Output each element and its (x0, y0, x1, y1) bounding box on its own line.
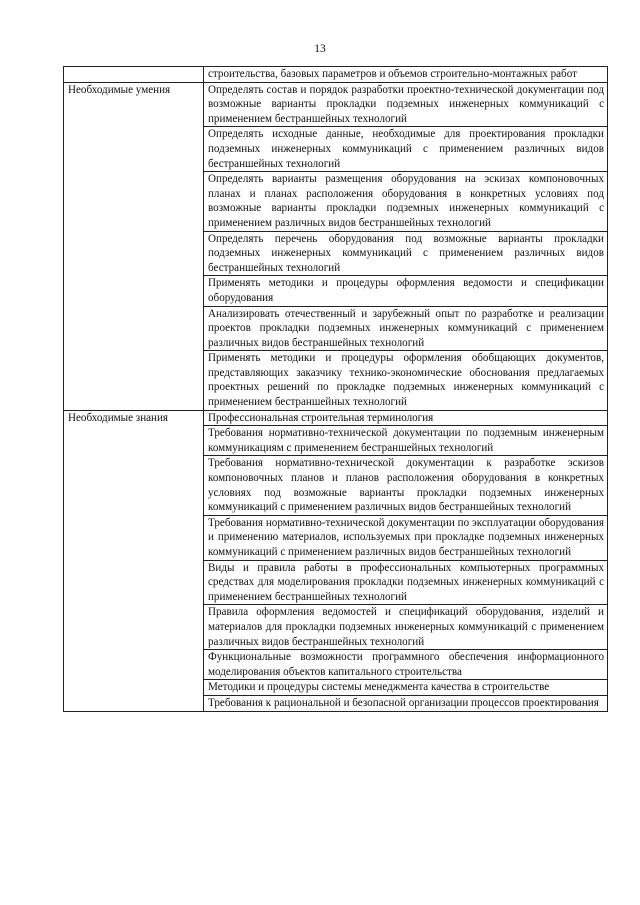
row-text: Применять методики и процедуры оформления обобщающих документов, представляющих заказчику технико-экономические обоснования предлагаемых проектных решений по прокладке подземных инженерных коммуникаций с применением бестраншейных технологий (204, 351, 608, 410)
row-text: Требования нормативно-технической документации по эксплуатации оборудования и применению материалов, используемых при прокладке подземных инженерных коммуникаций с применением различных видов бестраншейных технологий (204, 515, 608, 560)
row-text: Применять методики и процедуры оформления ведомости и спецификации оборудования (204, 276, 608, 306)
row-text: Требования к рациональной и безопасной организации процессов проектирования (204, 695, 608, 711)
section-label-skills: Необходимые умения (64, 82, 204, 410)
row-text: Определять варианты размещения оборудования на эскизах компоновочных планах и планах расположения оборудования в конкретных условиях под возможные варианты прокладки подземных инженерных коммуникаций с применением различных видов бестраншейных технологий (204, 172, 608, 231)
table-row (64, 82, 608, 127)
row-text: Определять состав и порядок разработки проектно-технической документации под возможные варианты прокладки подземных инженерных коммуникаций с применением бестраншейных технологий (204, 82, 608, 127)
row-text: Определять перечень оборудования под возможные варианты прокладки подземных инженерных коммуникаций с применением различных видов бестраншейных технологий (204, 231, 608, 276)
row-text: Правила оформления ведомостей и спецификаций оборудования, изделий и материалов для прокладки подземных инженерных коммуникаций с применением различных видов бестраншейных технологий (204, 605, 608, 650)
row-text: Требования нормативно-технической документации по подземным инженерным коммуникациям с применением бестраншейных технологий (204, 426, 608, 456)
row-text: Функциональные возможности программного обеспечения информационного моделирования объектов капитального строительства (204, 650, 608, 680)
row-label (64, 67, 204, 83)
table-row (64, 67, 608, 83)
row-text: Методики и процедуры системы менеджмента качества в строительстве (204, 680, 608, 696)
requirements-table (63, 66, 608, 712)
row-text: Определять исходные данные, необходимые для проектирования прокладки подземных инженерных коммуникаций с применением различных видов бестраншейных технологий (204, 127, 608, 172)
row-text: Требования нормативно-технической документации к разработке эскизов компоновочных планов и планов расположения оборудования в конкретных условиях под возможные варианты прокладки подземных инженерных коммуникаций с применением различных видов бестраншейных технологий (204, 456, 608, 515)
page-number: 13 (314, 43, 326, 55)
table-row (64, 410, 608, 426)
row-text: Профессиональная строительная терминология (204, 410, 608, 426)
row-text: строительства, базовых параметров и объемов строительно-монтажных работ (204, 67, 608, 83)
row-text: Виды и правила работы в профессиональных компьютерных программных средствах для моделирования прокладки подземных инженерных коммуникаций с применением бестраншейных технологий (204, 560, 608, 605)
section-label-knowledge: Необходимые знания (64, 410, 204, 711)
row-text: Анализировать отечественный и зарубежный опыт по разработке и реализации проектов прокладки подземных инженерных коммуникаций с применением различных видов бестраншейных технологий (204, 306, 608, 351)
